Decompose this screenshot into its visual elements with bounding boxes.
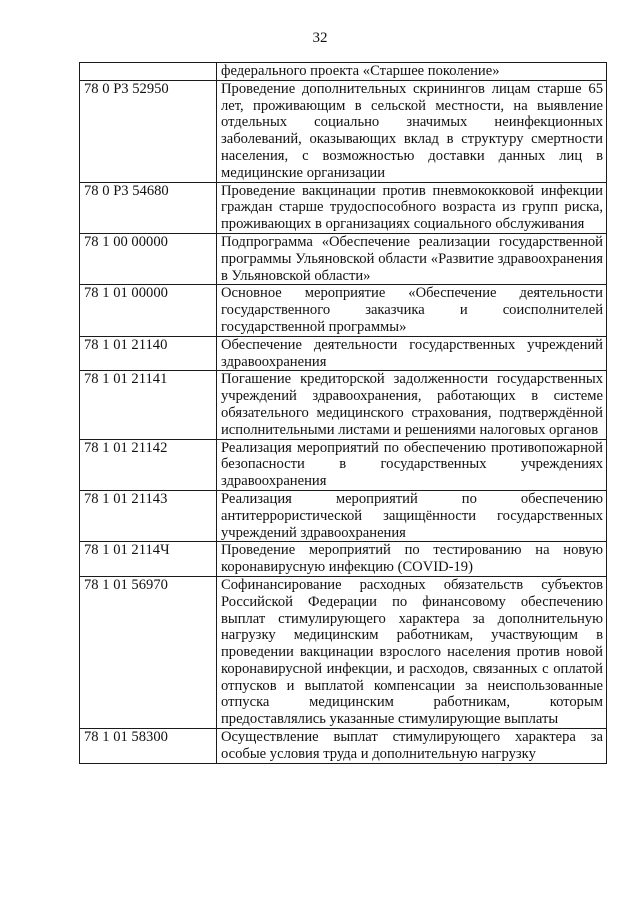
table-row [80,729,607,764]
code-cell: 78 1 01 21142 [80,439,217,490]
table-row [80,371,607,439]
code-cell [80,63,217,81]
table-row [80,182,607,233]
table-row [80,80,607,182]
table-row [80,285,607,336]
table-row [80,439,607,490]
description-cell: Подпрограмма «Обеспечение реализации государственной программы Ульяновской области «Развитие здравоохранения в Ульяновской области» [217,233,607,284]
code-cell: 78 1 01 21143 [80,490,217,541]
description-cell: Проведение мероприятий по тестированию на новую коронавирусную инфекцию (COVID-19) [217,542,607,577]
code-cell: 78 1 01 58300 [80,729,217,764]
code-cell: 78 1 01 21141 [80,371,217,439]
code-cell: 78 1 01 2114Ч [80,542,217,577]
table-row [80,490,607,541]
code-cell: 78 1 01 21140 [80,336,217,371]
code-cell: 78 0 P3 52950 [80,80,217,182]
description-cell: Реализация мероприятий по обеспечению противопожарной безопасности в государственных учреждениях здравоохранения [217,439,607,490]
table-row [80,63,607,81]
page-number: 32 [312,30,328,46]
code-cell: 78 0 P3 54680 [80,182,217,233]
table-row [80,576,607,728]
budget-code-table [79,62,607,764]
description-cell: Проведение вакцинации против пневмококковой инфекции граждан старше трудоспособного возраста из групп риска, проживающих в организациях социального обслуживания [217,182,607,233]
description-cell: Погашение кредиторской задолженности государственных учреждений здравоохранения, работающих в системе обязательного медицинского страхования, подтверждённой исполнительными листами и решениями налоговых органов [217,371,607,439]
description-cell: Осуществление выплат стимулирующего характера за особые условия труда и дополнительную нагрузку [217,729,607,764]
code-cell: 78 1 01 56970 [80,576,217,728]
table-row [80,542,607,577]
description-cell: Обеспечение деятельности государственных учреждений здравоохранения [217,336,607,371]
table-row [80,336,607,371]
table-row [80,233,607,284]
description-cell: Софинансирование расходных обязательств субъектов Российской Федерации по финансовому обеспечению выплат стимулирующего характера за дополнительную нагрузку медицинским работникам, участвующим в проведении вакцинации взрослого населения против новой коронавирусной инфекции, и расходов, связанных с оплатой отпусков и выплатой компенсации за неиспользованные отпуска медицинским работникам, которым предоставлялись указанные стимулирующие выплаты [217,576,607,728]
code-cell: 78 1 00 00000 [80,233,217,284]
code-cell: 78 1 01 00000 [80,285,217,336]
description-cell: Реализация мероприятий по обеспечению антитеррористической защищённости государственных учреждений здравоохранения [217,490,607,541]
description-cell: федерального проекта «Старшее поколение» [217,63,607,81]
description-cell: Проведение дополнительных скринингов лицам старше 65 лет, проживающим в сельской местности, на выявление отдельных социально значимых неинфекционных заболеваний, оказывающих вклад в структуру смертности населения, с возможностью доставки данных лиц в медицинские организации [217,80,607,182]
description-cell: Основное мероприятие «Обеспечение деятельности государственного заказчика и соисполнителей государственной программы» [217,285,607,336]
